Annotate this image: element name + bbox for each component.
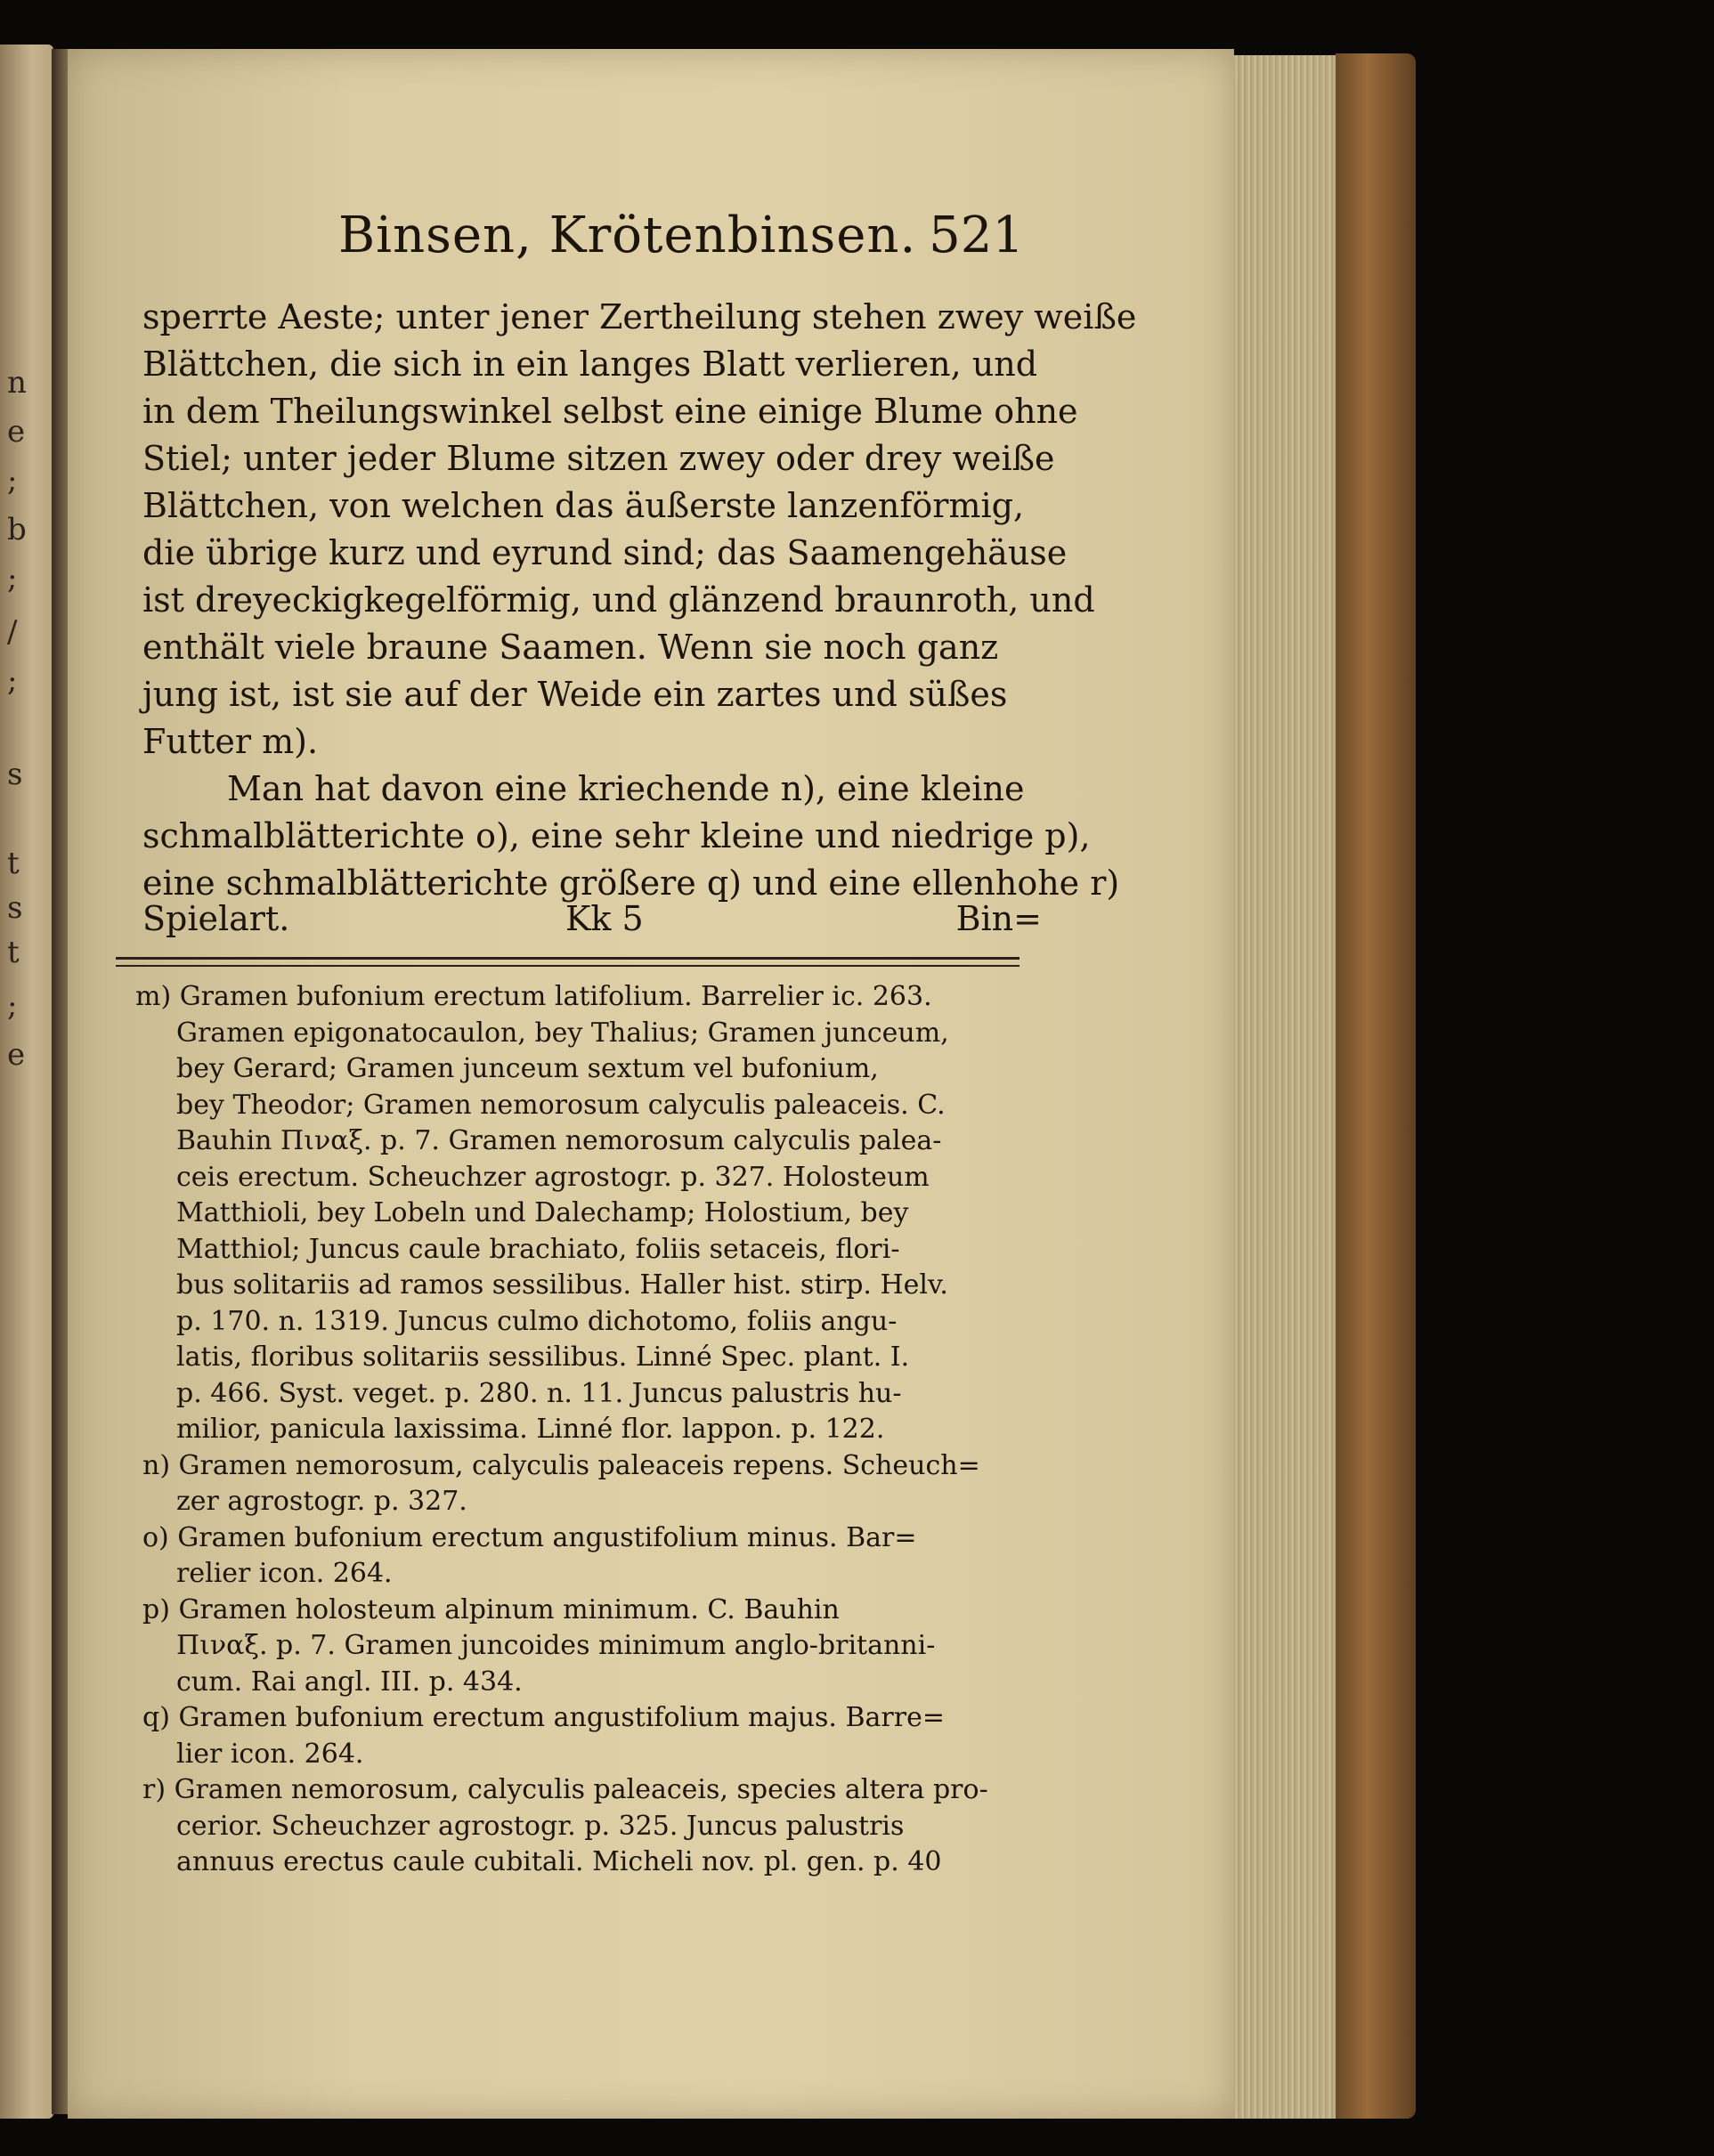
footnote-line: milior, panicula laxissima. Linné flor. lappon. p. 122.	[176, 1414, 885, 1445]
body-last-word: Spielart.	[142, 899, 290, 938]
footnote-line: o) Gramen bufonium erectum angustifolium minus. Bar=	[142, 1521, 917, 1553]
footnote-line: lier icon. 264.	[176, 1738, 364, 1770]
footnote-line: r) Gramen nemorosum, calyculis paleaceis, species altera pro-	[142, 1774, 988, 1805]
footnote-line: p. 466. Syst. veget. p. 280. n. 11. Juncus palustris hu-	[176, 1377, 902, 1409]
footnote-line: n) Gramen nemorosum, calyculis paleaceis repens. Scheuch=	[142, 1449, 980, 1481]
body-line: ist dreyeckigkegelförmig, und glänzend braunroth, und	[142, 580, 1095, 620]
footnote-line: p) Gramen holosteum alpinum minimum. C. Bauhin	[142, 1593, 840, 1625]
footnote-line: cum. Rai angl. III. p. 434.	[176, 1666, 523, 1698]
prev-page-fragment: e	[7, 1037, 26, 1073]
footnote-line: relier icon. 264.	[176, 1558, 393, 1589]
footnote-rule	[116, 957, 1019, 967]
footnote-line: Matthiol; Juncus caule brachiato, foliis setaceis, flori-	[176, 1233, 900, 1265]
prev-page-fragment: s	[7, 757, 23, 792]
prev-page-fragment: ;	[7, 663, 18, 699]
page-block-edge	[1234, 55, 1336, 2119]
prev-page-fragment: s	[7, 890, 23, 926]
footnote-line: zer agrostogr. p. 327.	[176, 1486, 467, 1517]
body-line: Futter m).	[142, 722, 319, 761]
footnote-line: bey Gerard; Gramen junceum sextum vel bufonium,	[176, 1053, 879, 1084]
footnote-line: annuus erectus caule cubitali. Micheli nov. pl. gen. p. 40	[176, 1846, 942, 1877]
book-cover-edge	[1336, 53, 1416, 2119]
prev-page-fragment: t	[7, 846, 20, 881]
footnote-line: p. 170. n. 1319. Juncus culmo dichotomo, foliis angu-	[176, 1305, 898, 1337]
body-line: eine schmalblätterichte größere q) und eine ellenhohe r)	[142, 863, 1120, 903]
page-header	[338, 200, 1024, 272]
prev-page-fragment: /	[7, 614, 18, 650]
body-line: jung ist, ist sie auf der Weide ein zartes und süßes	[142, 675, 1008, 714]
prev-page-fragment: e	[7, 414, 26, 450]
catchword: Bin=	[955, 899, 1042, 938]
body-line: Blättchen, von welchen das äußerste lanzenförmig,	[142, 486, 1025, 525]
footnote-line: Gramen epigonatocaulon, bey Thalius; Gramen junceum,	[176, 1017, 949, 1049]
body-line: enthält viele braune Saamen. Wenn sie noch ganz	[142, 628, 999, 667]
prev-page-fragment: ;	[7, 988, 18, 1024]
body-line: die übrige kurz und eyrund sind; das Saamengehäuse	[142, 533, 1068, 572]
footnotes	[135, 979, 1042, 1881]
footnote-line: bey Theodor; Gramen nemorosum calyculis paleaceis. C.	[176, 1089, 946, 1121]
prev-page-fragment: t	[7, 935, 20, 970]
body-text	[142, 294, 1137, 907]
footnote-line: ceis erectum. Scheuchzer agrostogr. p. 327. Holosteum	[176, 1161, 930, 1193]
body-line: Man hat davon eine kriechende n), eine kleine	[227, 769, 1025, 808]
signature-mark: Kk 5	[565, 899, 644, 938]
body-line: in dem Theilungswinkel selbst eine einige Blume ohne	[142, 392, 1078, 431]
footnote-line: latis, floribus solitariis sessilibus. Linné Spec. plant. I.	[176, 1341, 910, 1373]
body-line: Blättchen, die sich in ein langes Blatt verlieren, und	[142, 344, 1038, 384]
footnote-line: Πιναξ. p. 7. Gramen juncoides minimum anglo-britanni-	[176, 1630, 936, 1661]
body-line: Stiel; unter jeder Blume sitzen zwey oder drey weiße	[142, 439, 1055, 478]
prev-page-fragment: b	[7, 512, 27, 547]
footnote-line: bus solitariis ad ramos sessilibus. Haller hist. stirp. Helv.	[176, 1269, 948, 1301]
book-gutter	[52, 49, 68, 2114]
footnote-line: cerior. Scheuchzer agrostogr. p. 325. Juncus palustris	[176, 1810, 905, 1842]
prev-page-fragment: n	[7, 365, 27, 401]
prev-page-fragment: ;	[7, 463, 18, 498]
footnote-line: Matthioli, bey Lobeln und Dalechamp; Holostium, bey	[176, 1197, 909, 1228]
footnote-line: Bauhin Πιναξ. p. 7. Gramen nemorosum calyculis palea-	[176, 1125, 942, 1156]
body-line: sperrte Aeste; unter jener Zertheilung stehen zwey weiße	[142, 297, 1137, 336]
prev-page-fragment: ;	[7, 561, 18, 596]
running-head: Binsen, Krötenbinsen.	[338, 207, 917, 264]
previous-page-edge	[0, 45, 53, 2119]
footnote-line: m) Gramen bufonium erectum latifolium. Barrelier ic. 263.	[135, 981, 932, 1012]
signature-line	[142, 895, 1042, 944]
body-line: schmalblätterichte o), eine sehr kleine und niedrige p),	[142, 816, 1091, 855]
footnote-line: q) Gramen bufonium erectum angustifolium majus. Barre=	[142, 1702, 945, 1733]
page-number: 521	[929, 207, 1024, 264]
